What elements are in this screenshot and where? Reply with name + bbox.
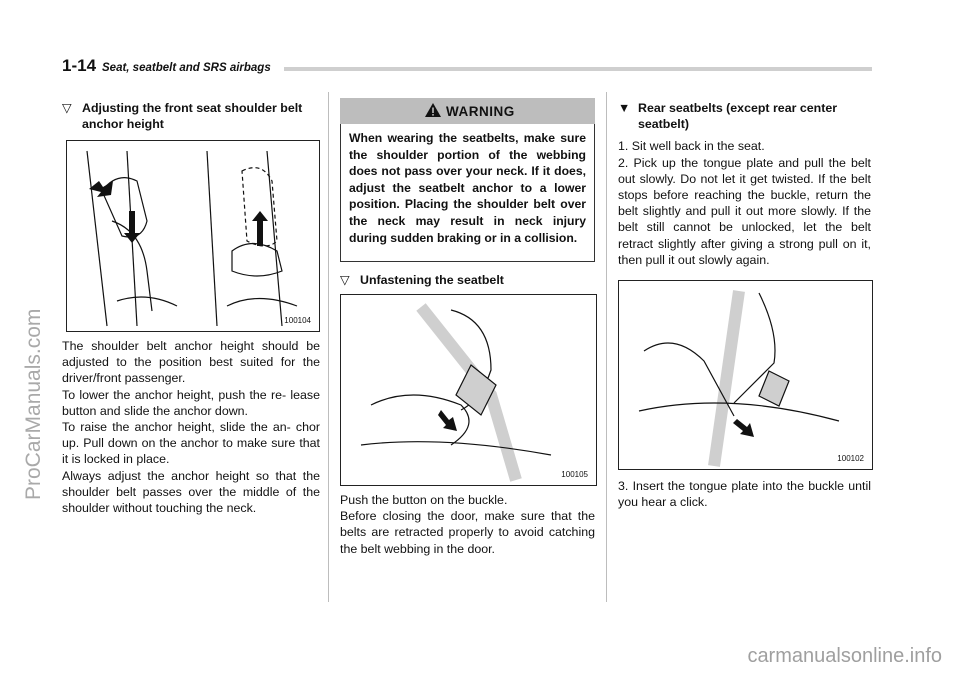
column-2 xyxy=(340,272,595,294)
heading-text: Unfastening the seatbelt xyxy=(360,273,504,287)
seatbelt-anchor-illustration xyxy=(67,141,319,331)
step: 1. Sit well back in the seat. xyxy=(618,139,765,154)
step: 3. Insert the tongue plate into the buckle until you hear a click. xyxy=(618,479,871,510)
bottom-watermark: carmanualsonline.info xyxy=(747,645,942,667)
column-1-body xyxy=(62,338,320,516)
triangle-icon: ▽ xyxy=(62,101,72,115)
column-1 xyxy=(62,100,320,138)
paragraph: Always adjust the anchor height so that the shoulder belt passes over the middle of the shoulder without touching the neck. xyxy=(62,468,320,516)
warning-header xyxy=(340,98,595,124)
warning-icon xyxy=(424,102,442,118)
side-watermark: ProCarManuals.com xyxy=(22,308,45,500)
heading-text: Rear seatbelts (except rear center seatbelt) xyxy=(638,101,838,132)
paragraph: The shoulder belt anchor height should be adjusted to the position best suited for the driver/front passenger. xyxy=(62,339,320,386)
warning-text: When wearing the seatbelts, make sure the shoulder portion of the webbing does not pass over your neck. If it does, adjust the seatbelt anchor to a lower position. Placing the shoulder belt over the neck may result in neck injury during sudden braking or in a collision. xyxy=(340,124,595,262)
figure-unfasten xyxy=(340,294,597,486)
step: 2. Pick up the tongue plate and pull the belt out slowly. Do not let it get twisted. If the belt stops before reaching the buckle, return the belt slightly and pull it out more slowly. If the belt still cannot be unlocked, let the belt retract slightly after giving a strong pull on it, then pull it out slowly again. xyxy=(618,155,871,267)
paragraph: To lower the anchor height, push the re- lease button and slide the anchor down. xyxy=(62,387,320,418)
paragraph: Push the button on the buckle. xyxy=(340,493,508,507)
unfasten-seatbelt-illustration xyxy=(341,295,596,485)
figure-code: 100105 xyxy=(561,470,588,479)
section-heading xyxy=(618,100,871,132)
column-3 xyxy=(618,100,871,268)
triangle-icon: ▽ xyxy=(340,273,350,287)
column-3-body xyxy=(618,478,871,510)
page-number: 1-14 xyxy=(62,56,97,75)
warning-label: WARNING xyxy=(446,104,515,119)
column-divider xyxy=(328,92,329,602)
figure-rear-seatbelt xyxy=(618,280,873,470)
header-rule xyxy=(284,67,872,71)
figure-code: 100104 xyxy=(284,316,311,325)
figure-anchor-height xyxy=(66,140,320,332)
column-divider xyxy=(606,92,607,602)
page-header xyxy=(62,52,872,80)
section-heading xyxy=(340,272,595,288)
paragraph: To raise the anchor height, slide the an- chor up. Pull down on the anchor to make sure that it is locked in place. xyxy=(62,420,320,467)
rear-seatbelt-illustration xyxy=(619,281,872,469)
paragraph: Before closing the door, make sure that the belts are retracted properly to avoid catching the belt webbing in the door. xyxy=(340,509,595,556)
section-heading xyxy=(62,100,320,132)
filled-triangle-icon: ▼ xyxy=(618,101,631,115)
section-title: Seat, seatbelt and SRS airbags xyxy=(102,62,271,74)
column-2-body xyxy=(340,492,595,557)
heading-text: Adjusting the front seat shoulder belt anchor height xyxy=(82,101,303,132)
warning-box xyxy=(340,98,595,264)
figure-code: 100102 xyxy=(837,454,864,463)
